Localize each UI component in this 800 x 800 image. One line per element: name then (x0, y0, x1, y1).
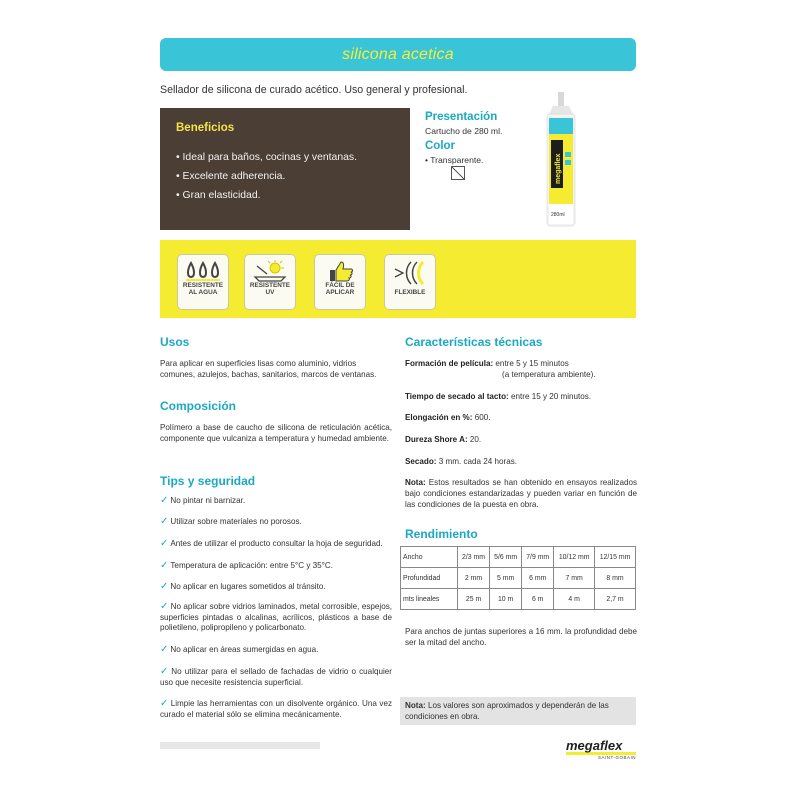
list-item: • Ideal para baños, cocinas y ventanas. (176, 152, 357, 163)
table-row: Ancho 2/3 mm 5/6 mm 7/9 mm 10/12 mm 12/15 mm (401, 547, 636, 568)
composicion-heading: Composición (160, 399, 237, 413)
rendimiento-note: Para anchos de juntas superiores a 16 mm. la profundidad debe ser la mitad del ancho. (405, 627, 637, 647)
check-icon: ✓ (160, 560, 169, 571)
presentation-heading: Presentación (425, 111, 498, 123)
feature-label: RESISTENTE (182, 282, 224, 289)
feature-label: APLICAR (325, 289, 355, 296)
composicion-text: Polímero a base de caucho de silicona de reticulación acética, componente que vulcaniza a temperatura y humedad ambiente. (160, 423, 392, 443)
product-cartridge-image (541, 92, 581, 228)
tips-heading: Tips y seguridad (160, 474, 256, 488)
feature-label: UV (265, 289, 275, 296)
feature-label: RESISTENTE (249, 282, 291, 289)
benefits-heading: Beneficios (176, 122, 235, 134)
list-item: ✓ No pintar ni barnizar. (160, 495, 246, 506)
secado-row: Secado: 3 mm. cada 24 horas. (405, 457, 518, 466)
list-item: ✓ No aplicar en lugares sometidos al tránsito. (160, 581, 326, 592)
water-drops-icon (184, 260, 222, 282)
list-item: ✓ Utilizar sobre materiales no porosos. (160, 516, 302, 527)
megaflex-logo (566, 738, 636, 760)
feature-label: FLEXIBLE (394, 289, 426, 296)
check-icon: ✓ (160, 601, 169, 612)
feature-strip (160, 240, 636, 318)
secado-tacto-row: Tiempo de secado al tacto: entre 15 y 20 minutos. (405, 392, 592, 401)
check-icon: ✓ (160, 666, 170, 677)
thumbs-up-icon (321, 260, 359, 282)
elongacion-row: Elongación en %: 600. (405, 413, 491, 422)
usos-text: Para aplicar en superficies lisas como aluminio, vidrios comunes, azulejos, bachas, sanitarios, marcos de ventanas. (160, 359, 377, 379)
list-item: ✓ Antes de utilizar el producto consultar la hoja de seguridad. (160, 538, 383, 549)
feature-water (177, 254, 229, 310)
list-item: • Gran elasticidad. (176, 190, 261, 201)
table-row: Profundidad 2 mm 5 mm 6 mm 7 mm 8 mm (401, 568, 636, 589)
transparent-swatch (451, 166, 465, 180)
list-item: ✓ No aplicar sobre vidrios laminados, metal corrosible, espejos, superficies pintadas o alcalinas, acrílicos, plásticos a base de polietileno, polipropileno y policarbonato. (160, 601, 392, 632)
dureza-row: Dureza Shore A: 20. (405, 435, 482, 444)
flexible-icon (391, 260, 429, 286)
feature-label: AL AGUA (188, 289, 218, 296)
logo-sub: SAINT-GOBAIN (597, 755, 636, 760)
color-text: • Transparente. (425, 155, 484, 165)
final-note: Nota: Los valores son aproximados y dependerán de las condiciones en obra. (400, 697, 636, 725)
pelicula-row: Formación de película: entre 5 y 15 minutos (405, 359, 569, 368)
sun-uv-icon (251, 260, 289, 282)
list-item: • Excelente adherencia. (176, 171, 286, 182)
rendimiento-table (400, 546, 636, 610)
check-icon: ✓ (160, 644, 169, 655)
pelicula-note: (a temperatura ambiente). (502, 370, 596, 379)
check-icon: ✓ (160, 538, 169, 549)
rendimiento-heading: Rendimiento (405, 527, 478, 541)
cartridge-brand: megaflex (555, 153, 562, 184)
page-title: silicona acetica (342, 45, 454, 63)
caracteristicas-heading: Características técnicas (405, 335, 543, 349)
check-icon: ✓ (160, 581, 169, 592)
table-row: mts lineales 25 m 10 m 6 m 4 m 2,7 m (401, 589, 636, 610)
list-item: ✓ Limpie las herramientas con un disolvente orgánico. Una vez curado el material sólo se elimina mecánicamente. (160, 698, 392, 719)
feature-flexible (384, 254, 436, 310)
check-icon: ✓ (160, 495, 169, 506)
product-subtitle: Sellador de silicona de curado acético. Uso general y profesional. (160, 84, 468, 96)
title-bar (160, 38, 636, 71)
benefits-box (160, 108, 410, 230)
presentation-text: Cartucho de 280 ml. (425, 126, 503, 136)
logo-brand: megaflex (566, 738, 623, 753)
check-icon: ✓ (160, 516, 169, 527)
nota-resultados: Nota: Estos resultados se han obtenido en ensayos realizados bajo condiciones estandarizadas y pueden variar en función de las condiciones de la puesta en obra. (405, 478, 637, 509)
list-item: ✓ No aplicar en áreas sumergidas en agua. (160, 644, 319, 655)
usos-heading: Usos (160, 335, 190, 349)
list-item: ✓ Temperatura de aplicación: entre 5°C y 35°C. (160, 560, 333, 571)
feature-label: FÁCIL DE (325, 282, 355, 289)
check-icon: ✓ (160, 698, 169, 709)
list-item: ✓ No utilizar para el sellado de fachadas de vidrio o cualquier uso que necesite resistencia superficial. (160, 666, 392, 687)
footer-bar (160, 742, 320, 749)
benefits-list (176, 152, 357, 209)
color-heading: Color (425, 140, 456, 152)
cartridge-volume: 280ml (551, 212, 565, 218)
feature-easy (314, 254, 366, 310)
feature-uv (244, 254, 296, 310)
